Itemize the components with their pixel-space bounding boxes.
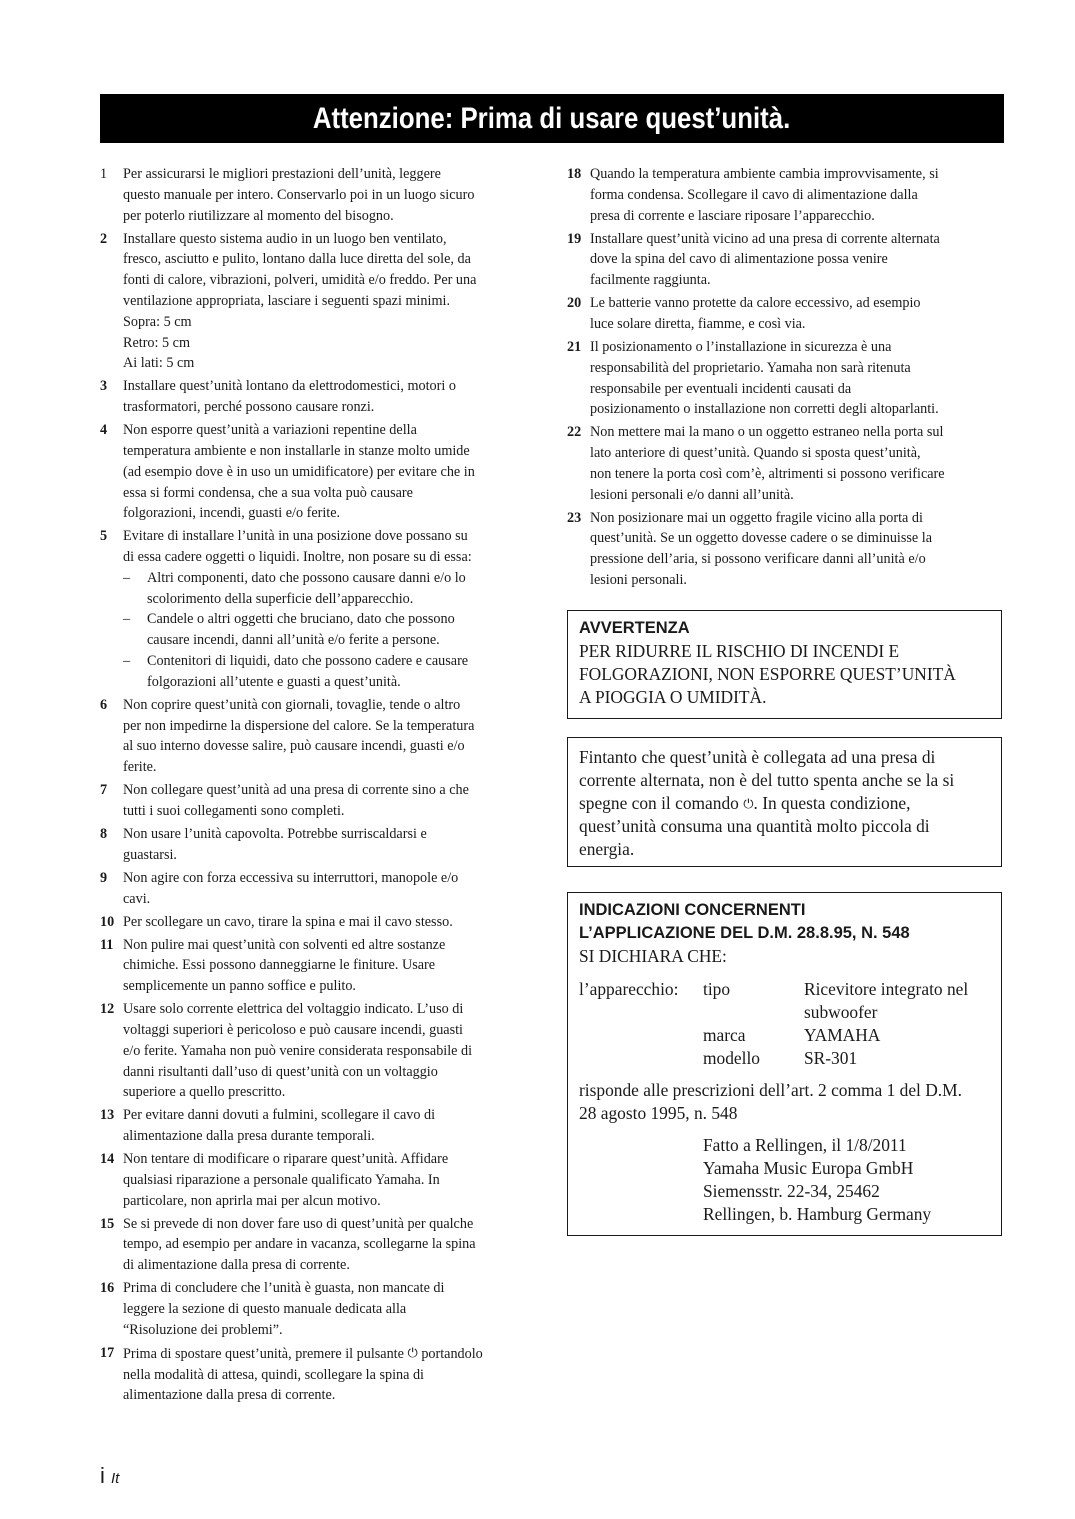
- list-item: [100, 935, 534, 997]
- item-number: 19: [567, 230, 582, 247]
- sub-item: [123, 651, 534, 693]
- declaration-key: tipo: [703, 979, 731, 999]
- item-text: di alimentazione dalla presa di corrente.: [123, 1257, 350, 1274]
- item-text: Installare quest’unità vicino ad una presa di corrente alternata: [590, 230, 940, 247]
- left-column: [100, 164, 534, 1408]
- declaration-heading: INDICAZIONI CONCERNENTI: [579, 901, 806, 919]
- declaration-intro: SI DICHIARA CHE:: [579, 946, 727, 966]
- item-text: Evitare di installare l’unità in una posizione dove possano su: [123, 528, 468, 545]
- item-text: Prima di spostare quest’unità, premere il pulsante: [123, 1345, 404, 1362]
- declaration-value: YAMAHA: [804, 1025, 881, 1045]
- item-number: 22: [567, 424, 582, 441]
- declaration-value: subwoofer: [804, 1002, 878, 1022]
- item-text: Installare quest’unità lontano da elettrodomestici, motori o: [123, 378, 456, 395]
- item-text: leggere la sezione di questo manuale dedicata alla: [123, 1301, 407, 1318]
- item-number: 16: [100, 1280, 115, 1297]
- item-text: Per scollegare un cavo, tirare la spina e mai il cavo stesso.: [123, 913, 453, 930]
- list-item: [567, 164, 1004, 226]
- item-number: 12: [100, 1001, 115, 1018]
- item-number: 4: [100, 422, 108, 439]
- item-text: Ai lati: 5 cm: [123, 355, 195, 372]
- warning-line: A PIOGGIA O UMIDITÀ.: [579, 687, 767, 707]
- item-number: 5: [100, 528, 108, 545]
- item-text: Non esporre quest’unità a variazioni repentine della: [123, 422, 417, 439]
- standby-line: quest’unità consuma una quantità molto piccola di: [579, 816, 930, 836]
- item-number: 23: [567, 509, 582, 526]
- list-item: [100, 1105, 534, 1147]
- item-text: presa di corrente e lasciare riposare l’apparecchio.: [590, 207, 875, 224]
- power-standby-icon: ⏻: [407, 1344, 418, 1360]
- item-number: 20: [567, 295, 582, 312]
- list-item: [567, 422, 1004, 505]
- item-text: lato anteriore di quest’unità. Quando si sposta quest’unità,: [590, 445, 921, 462]
- language-code: It: [111, 1470, 120, 1487]
- item-text: Non collegare quest’unità ad una presa di corrente sino a che: [123, 782, 469, 799]
- item-number: 15: [100, 1215, 115, 1232]
- item-number: 1: [100, 166, 108, 182]
- item-text: Retro: 5 cm: [123, 334, 190, 351]
- declaration-row: [579, 1047, 990, 1070]
- standby-notice-box: [567, 737, 1002, 867]
- item-number: 9: [100, 869, 108, 886]
- page-title-text: Attenzione: Prima di usare quest’unità.: [313, 102, 791, 135]
- declaration-signature: Fatto a Rellingen, il 1/8/2011: [703, 1135, 907, 1155]
- declaration-conformity: risponde alle prescrizioni dell’art. 2 comma 1 del D.M.: [579, 1080, 962, 1100]
- item-text: Non tentare di modificare o riparare quest’unità. Affidare: [123, 1151, 449, 1168]
- declaration-row: [579, 978, 990, 1001]
- list-item: [100, 1149, 534, 1211]
- list-item: [567, 508, 1004, 591]
- item-text: tempo, ad esempio per andare in vacanza, scollegarne la spina: [123, 1236, 476, 1253]
- sub-item-text: Altri componenti, dato che possono causare danni e/o lo: [147, 569, 466, 586]
- item-text: e/o ferite. Yamaha non può venire considerata responsabile di: [123, 1042, 473, 1059]
- sub-item-dash: –: [123, 611, 131, 628]
- item-text: di essa cadere oggetti o liquidi. Inoltre, non posare su di essa:: [123, 549, 472, 566]
- item-text: superiore a quello prescritto.: [123, 1084, 286, 1101]
- item-text: posizionamento o installazione non corretti degli altoparlanti.: [590, 401, 939, 418]
- item-number: 14: [100, 1151, 115, 1168]
- item-number: 7: [100, 782, 108, 799]
- standby-text: . In questa condizione,: [753, 793, 911, 813]
- item-text: Installare questo sistema audio in un luogo ben ventilato,: [123, 230, 447, 247]
- list-item: [100, 526, 534, 692]
- item-number: 21: [567, 338, 582, 355]
- item-text: ferite.: [123, 759, 157, 776]
- item-text: forma condensa. Scollegare il cavo di alimentazione dalla: [590, 186, 918, 203]
- declaration-conformity: 28 agosto 1995, n. 548: [579, 1103, 738, 1123]
- declaration-key: modello: [703, 1048, 760, 1068]
- item-text: Le batterie vanno protette da calore eccessivo, ad esempio: [590, 295, 921, 312]
- item-text: portandolo: [421, 1345, 483, 1362]
- item-text: guastarsi.: [123, 846, 177, 863]
- sub-item-text: folgorazioni all’utente e guasti a quest’unità.: [147, 673, 401, 690]
- standby-line: energia.: [579, 839, 635, 859]
- standby-line: Fintanto che quest’unità è collegata ad una presa di: [579, 747, 936, 767]
- sub-item-dash: –: [123, 653, 131, 670]
- declaration-key: marca: [703, 1025, 746, 1045]
- list-item: [100, 420, 534, 524]
- page-title: [100, 94, 1004, 143]
- item-text: Non usare l’unità capovolta. Potrebbe surriscaldarsi e: [123, 826, 427, 843]
- declaration-value: SR-301: [804, 1048, 858, 1068]
- declaration-heading: L’APPLICAZIONE DEL D.M. 28.8.95, N. 548: [579, 924, 910, 942]
- sub-item: [123, 568, 534, 610]
- list-item: [100, 1343, 534, 1406]
- item-number: 17: [100, 1344, 115, 1361]
- item-text: Per assicurarsi le migliori prestazioni dell’unità, leggere: [123, 166, 441, 182]
- list-item: [100, 999, 534, 1103]
- item-text: Non mettere mai la mano o un oggetto estraneo nella porta sul: [590, 424, 944, 441]
- list-item: [100, 912, 534, 933]
- item-text: qualsiasi riparazione a personale qualificato Yamaha. In: [123, 1171, 440, 1188]
- item-number: 18: [567, 166, 582, 182]
- declaration-value: Ricevitore integrato nel: [804, 979, 969, 999]
- item-text: Quando la temperatura ambiente cambia improvvisamente, si: [590, 166, 939, 182]
- item-number: 8: [100, 826, 108, 843]
- declaration-label: l’apparecchio:: [579, 979, 679, 999]
- list-item: [100, 164, 534, 226]
- item-text: semplicemente un panno soffice e pulito.: [123, 978, 356, 995]
- sub-item-dash: –: [123, 569, 131, 586]
- list-item: [567, 229, 1004, 291]
- item-text: Per evitare danni dovuti a fulmini, scollegare il cavo di: [123, 1107, 436, 1124]
- list-item: [100, 824, 534, 866]
- item-text: Non pulire mai quest’unità con solventi ed altre sostanze: [123, 936, 446, 953]
- warning-box: [567, 610, 1002, 719]
- item-text: cavi.: [123, 890, 151, 907]
- item-text: per poterlo riutilizzare al momento del bisogno.: [123, 207, 394, 224]
- list-item: [567, 337, 1004, 420]
- standby-text: spegne con il comando: [579, 793, 739, 813]
- item-text: lesioni personali e/o danni all’unità.: [590, 486, 794, 503]
- item-text: lesioni personali.: [590, 572, 687, 589]
- item-number: 6: [100, 696, 108, 713]
- warning-line: PER RIDURRE IL RISCHIO DI INCENDI E: [579, 641, 900, 661]
- list-item: [100, 780, 534, 822]
- item-text: Se si prevede di non dover fare uso di quest’unità per qualche: [123, 1215, 474, 1232]
- page-number: i: [100, 1463, 105, 1488]
- item-number: 10: [100, 913, 115, 930]
- item-text: (ad esempio dove è in uso un umidificatore) per evitare che in: [123, 463, 475, 480]
- list-item: [100, 695, 534, 778]
- item-text: Sopra: 5 cm: [123, 313, 192, 330]
- item-text: alimentazione dalla presa durante temporali.: [123, 1128, 375, 1145]
- item-text: non tenere la porta così com’è, altrimenti si possono verificare: [590, 465, 945, 482]
- declaration-row: [579, 1024, 990, 1047]
- item-text: ventilazione appropriata, lasciare i seguenti spazi minimi.: [123, 292, 450, 309]
- item-text: Non agire con forza eccessiva su interruttori, manopole e/o: [123, 869, 459, 886]
- warning-line: FOLGORAZIONI, NON ESPORRE QUEST’UNITÀ: [579, 664, 956, 684]
- item-text: particolare, non aprirla mai per alcun motivo.: [123, 1192, 381, 1209]
- item-number: 3: [100, 378, 108, 395]
- item-text: “Risoluzione dei problemi”.: [123, 1321, 283, 1338]
- sub-item-text: Candele o altri oggetti che bruciano, dato che possono: [147, 611, 455, 628]
- item-text: alimentazione dalla presa di corrente.: [123, 1387, 336, 1404]
- item-text: al suo interno dovesse salire, può causare incendi, guasti e/o: [123, 738, 465, 755]
- item-text: Il posizionamento o l’installazione in sicurezza è una: [590, 338, 892, 355]
- item-text: folgorazioni, incendi, guasti e/o ferite.: [123, 505, 341, 522]
- item-text: tutti i suoi collegamenti sono completi.: [123, 803, 345, 820]
- item-number: 13: [100, 1107, 115, 1124]
- item-text: danni risultanti dall’uso di quest’unità con un voltaggio: [123, 1063, 438, 1080]
- item-text: questo manuale per intero. Conservarlo poi in un luogo sicuro: [123, 186, 475, 203]
- standby-line: [579, 792, 990, 815]
- item-text: chimiche. Essi possono danneggiarne le finiture. Usare: [123, 957, 436, 974]
- item-text: trasformatori, perché possono causare ronzi.: [123, 399, 375, 416]
- sub-item: [123, 609, 534, 651]
- list-item: [100, 376, 534, 418]
- sub-item-text: scolorimento della superficie dell’apparecchio.: [147, 590, 414, 607]
- item-text: essa si formi condensa, che a sua volta può causare: [123, 484, 413, 501]
- item-number: 2: [100, 230, 108, 247]
- standby-line: corrente alternata, non è del tutto spenta anche se la si: [579, 770, 955, 790]
- item-text: quest’unità. Se un oggetto dovesse cadere o se diminuisse la: [590, 530, 932, 547]
- list-item: [100, 1214, 534, 1276]
- item-text: responsabile per eventuali incidenti causati da: [590, 380, 852, 397]
- declaration-row: [579, 1001, 990, 1024]
- item-text: facilmente raggiunta.: [590, 272, 711, 289]
- list-item: [567, 293, 1004, 335]
- item-text: luce solare diretta, fiamme, e così via.: [590, 315, 806, 332]
- item-text: Non posizionare mai un oggetto fragile vicino alla porta di: [590, 509, 923, 526]
- item-text: temperatura ambiente e non installarle in stanze molto umide: [123, 442, 470, 459]
- power-standby-icon: ⏻: [743, 796, 754, 811]
- item-text: fonti di calore, vibrazioni, polveri, umidità e/o freddo. Per una: [123, 272, 477, 289]
- item-text: voltaggi superiori è pericoloso e può causare incendi, guasti: [123, 1021, 464, 1038]
- list-item: [100, 229, 534, 375]
- item-text: dove la spina del cavo di alimentazione possa venire: [590, 251, 888, 268]
- item-text: fresco, asciutto e pulito, lontano dalla luce diretta del sole, da: [123, 251, 471, 268]
- item-text: Prima di concludere che l’unità è guasta, non mancate di: [123, 1280, 445, 1297]
- item-text: [123, 1343, 534, 1365]
- right-column: [567, 164, 1004, 593]
- item-text: per non impedirne la dispersione del calore. Se la temperatura: [123, 717, 475, 734]
- declaration-signature: Siemensstr. 22-34, 25462: [703, 1181, 880, 1201]
- sub-item-text: causare incendi, danni all’unità e/o ferite a persone.: [147, 632, 440, 649]
- item-text: pressione dell’aria, si possono verificare danni all’unità e/o: [590, 551, 926, 568]
- item-text: responsabilità del proprietario. Yamaha non sarà ritenuta: [590, 359, 911, 376]
- item-text: Non coprire quest’unità con giornali, tovaglie, tende o altro: [123, 696, 461, 713]
- warning-heading: AVVERTENZA: [579, 619, 690, 637]
- item-number: 11: [100, 936, 114, 953]
- list-item: [100, 868, 534, 910]
- declaration-box: [567, 892, 1002, 1236]
- item-text: nella modalità di attesa, quindi, scollegare la spina di: [123, 1366, 424, 1383]
- declaration-signature: Rellingen, b. Hamburg Germany: [703, 1204, 932, 1224]
- sub-item-text: Contenitori di liquidi, dato che possono cadere e causare: [147, 653, 469, 670]
- declaration-signature: Yamaha Music Europa GmbH: [703, 1158, 914, 1178]
- item-text: Usare solo corrente elettrica del voltaggio indicato. L’uso di: [123, 1001, 464, 1018]
- list-item: [100, 1278, 534, 1340]
- page-footer: [100, 1463, 119, 1489]
